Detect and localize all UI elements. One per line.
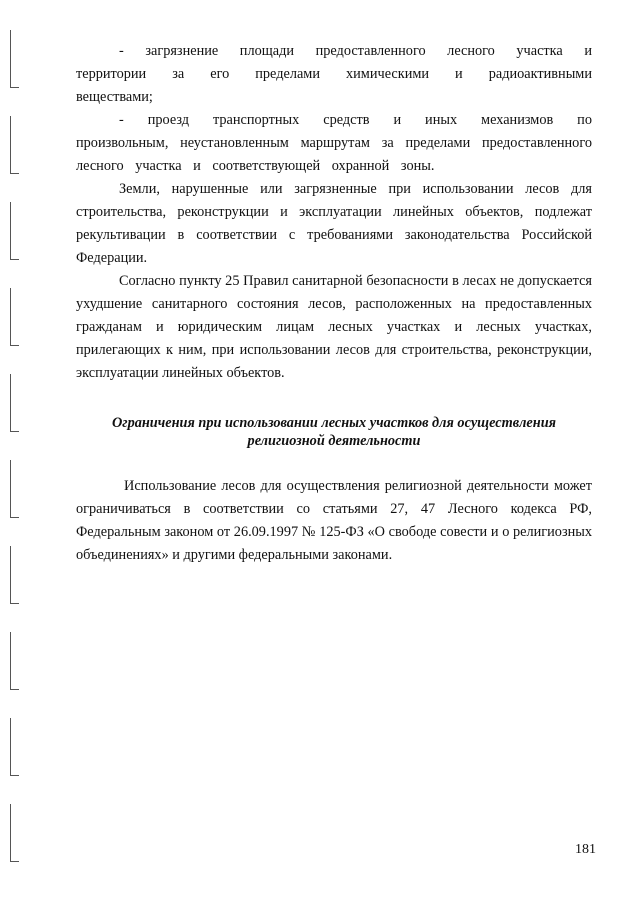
binder-mark	[10, 116, 20, 174]
document-body	[76, 40, 592, 567]
binder-margin-marks	[6, 30, 30, 890]
binder-mark	[10, 202, 20, 260]
binder-mark	[10, 460, 20, 518]
body-paragraph: - загрязнение площади предоставленного лесного участка и территории за его пределами химическими и радиоактивными веществами;	[76, 43, 592, 105]
body-paragraph: Согласно пункту 25 Правил санитарной безопасности в лесах не допускается ухудшение санитарного состояния лесов, расположенных на предоставленных гражданам и юридическим лицам лесных участках и лесных участках, прилегающих к ним, при использовании лесов для строительства, реконструкции, эксплуатации линейных объектов.	[76, 273, 592, 381]
body-paragraph: Земли, нарушенные или загрязненные при использовании лесов для строительства, реконструкции и эксплуатации линейных объектов, подлежат рекультивации в соответствии с требованиями законодательства Российской Федерации.	[76, 181, 592, 266]
page-number: 181	[575, 842, 596, 857]
binder-mark	[10, 374, 20, 432]
binder-mark	[10, 288, 20, 346]
binder-mark	[10, 546, 20, 604]
binder-mark	[10, 718, 20, 776]
binder-mark	[10, 632, 20, 690]
binder-mark	[10, 30, 20, 88]
body-paragraph: - проезд транспортных средств и иных механизмов по произвольным, неустановленным маршрутам за пределами предоставленного лесного участка и соответствующей охранной зоны.	[76, 112, 592, 174]
section-heading-line: Ограничения при использовании лесных участков для осуществления	[111, 415, 557, 431]
binder-mark	[10, 804, 20, 862]
section-heading-line: религиозной деятельности	[247, 433, 421, 449]
section-heading	[76, 414, 592, 450]
section-paragraph: Использование лесов для осуществления религиозной деятельности может ограничиваться в соответствии со статьями 27, 47 Лесного кодекса РФ, Федеральным законом от 26.09.1997 № 125-ФЗ «О свободе совести и о религиозных объединениях» и другими федеральными законами.	[76, 478, 592, 563]
